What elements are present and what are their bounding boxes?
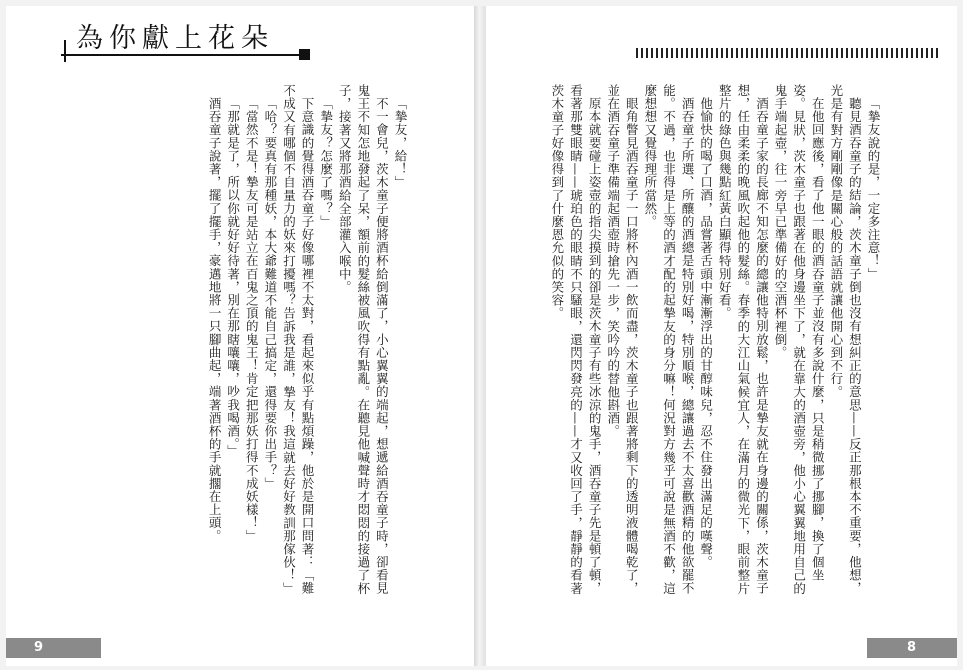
- paragraph: 聽見酒吞童子的結論，茨木童子倒也沒有想糾正的意思——反正那根本不重要，他想，光是有對方剛剛像是關心般的話語就讓他開心到不行。: [828, 84, 863, 595]
- chapter-title: 為你獻上花朵: [76, 23, 274, 54]
- paragraph: 下意識的覺得酒吞童子好像哪裡不太對，看起來似乎有點煩躁，他於是開口問著：「難不成又有哪個不自量力的妖來打擾嗎？告訴我是誰，摯友！我這就去好好教訓那傢伙！」: [281, 84, 316, 595]
- left-page: [6, 6, 474, 666]
- paragraph: 「摯友說的是，一定多注意！」: [866, 96, 881, 280]
- paragraph: 「那就是了，所以你就好好待著，別在那瞎嚷嚷，吵我喝酒。」: [225, 96, 241, 458]
- left-page-body: [64, 84, 409, 604]
- paragraph: 眼角瞥見酒吞童子一口將杯內酒一飲而盡，茨木童子也跟著將剩下的透明液體喝乾了，並在酒吞童子準備端起酒壺時搶先一步，笑吟吟的替他斟酒。: [605, 84, 640, 595]
- paragraph: 「摯友？怎麼了嗎？」: [318, 96, 334, 228]
- paragraph: 不一會兒，茨木童子便將酒杯給倒滿了，小心翼翼的端起，想遞給酒吞童子時，卻看見鬼王不知怎地發起了呆，額前的髮絲被風吹得有點亂。在聽見他喊聲時才悶悶的接過了杯子，接著又將那酒給全部灌入喉中。: [337, 84, 390, 595]
- paragraph: 他愉快的喝了口酒，品嘗著舌頭中漸漸浮出的甘醇味兒，忍不住發出滿足的嘆聲。: [698, 96, 714, 569]
- title-square-decoration: [299, 49, 310, 60]
- paragraph: 在他回應後，看了他一眼的酒吞童子並沒有多說什麼，只是稍微挪了挪腳，換了個坐姿。見狀，茨木童子也跟著在他身邊坐下了，就在靠大的酒壺旁，他小心翼翼地用自己的鬼手端起壺，往一旁早已準備好的空酒杯裡倒。: [773, 84, 826, 595]
- right-page: [486, 6, 957, 666]
- right-page-body: [542, 84, 882, 604]
- paragraph: 「摯友，給！」: [393, 96, 408, 189]
- page-number-left: 9: [6, 638, 101, 658]
- paragraph: 酒吞童子家的長廊不知怎麼的總讓他特別放鬆，也許是摯友就在身邊的關係，茨木童子想，任由柔柔的晚風吹起他的髮絲。春季的大江山氣候宜人，在滿月的微光下，眼前整片整片的綠色與幾點紅黃白顯得特別好看。: [717, 84, 770, 595]
- dashed-header-rule: [636, 48, 941, 58]
- title-tick-decoration: [64, 40, 66, 62]
- title-underline: [61, 54, 303, 56]
- paragraph: 原本就要碰上姿壺的指尖摸到的卻是茨木童子有些冰涼的鬼手，酒吞童子先是頓了頓，看著那雙眼睛——琥珀色的眼睛不只騷眼，還閃閃發亮的——才又收回了手，靜靜的看著茨木童子好像得到了什麼恩允似的笑容。: [549, 84, 603, 595]
- paragraph: 「當然不是！摯友可是站立在百鬼之頂的鬼王！肯定把那妖打得不成妖樣！」: [244, 96, 260, 542]
- book-gutter: [474, 6, 486, 666]
- paragraph: 「哈？要真有那種妖，本大爺難道不能自己搞定，還得要你出手？」: [262, 96, 278, 490]
- paragraph: 酒吞童子所選、所釀的酒總是特別好喝，特別順喉，總讓過去不太喜歡酒精的他欲罷不能。不過，也非得是上等的酒才配的起摯友的身分嘛！何況對方幾乎可說是無酒不歡，這麼想想又覺得理所當然。: [642, 84, 696, 595]
- page-number-right: 8: [867, 638, 957, 658]
- paragraph: 酒吞童子說著，擺了擺手，豪邁地將一只腳曲起，端著酒杯的手就擱在上頭。: [207, 96, 223, 542]
